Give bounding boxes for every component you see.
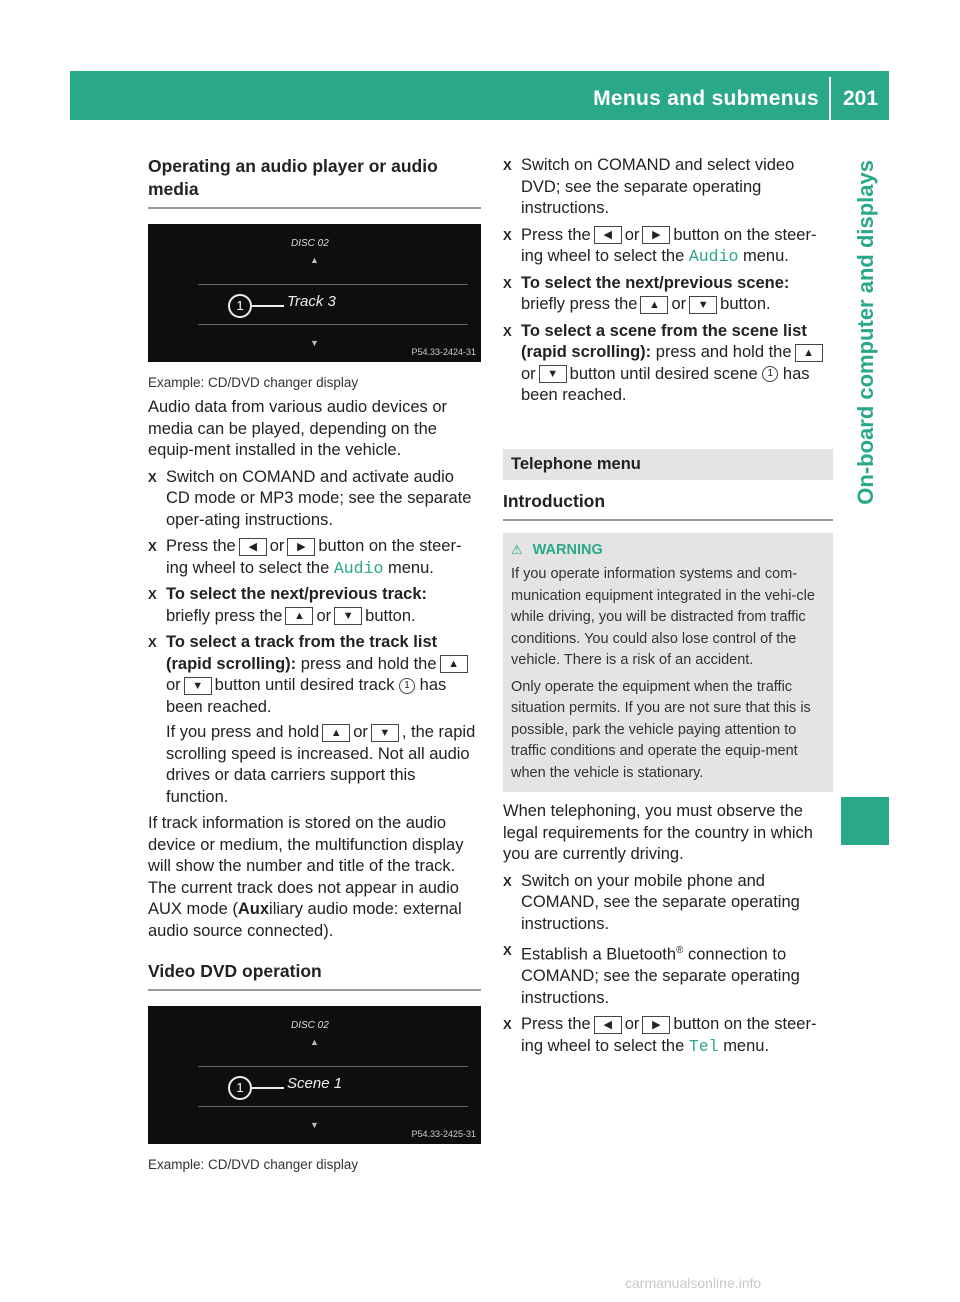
disc-label: DISC 02 (291, 238, 329, 249)
list-item: X Switch on COMAND and select video DVD; see the separate operating instructions. (503, 155, 833, 220)
up-key-icon: ▲ (640, 296, 668, 314)
list-item: X Establish a Bluetooth® connection to COMAND; see the separate operating instructions. (503, 940, 833, 1009)
disc-label: DISC 02 (291, 1020, 329, 1031)
scene-label: Scene 1 (287, 1075, 343, 1092)
menu-name: Tel (688, 1036, 719, 1056)
header-divider (829, 77, 831, 120)
list-item: X To select the next/previous track: briefly press the ▲ or ▼ button. (148, 584, 481, 627)
heading-rule (148, 989, 481, 991)
section-heading-audio: Operating an audio player or audio media (148, 156, 438, 199)
display-image-scene (148, 1006, 481, 1144)
right-key-icon: ▶ (287, 538, 315, 556)
warning-box (503, 533, 833, 793)
warning-text: If you operate information systems and com-munication equipment integrated in the vehi-cle while driving, you will be distracted from traffic conditions. You could also lose control of the vehicle. There is a risk of an accident. (511, 566, 815, 668)
subsection-heading-introduction: Introduction (503, 490, 606, 511)
up-arrow-icon: ▲ (310, 255, 319, 265)
down-key-icon: ▼ (689, 296, 717, 314)
intro-paragraph: Audio data from various audio devices or media can be played, depending on the equip-ment installed in the vehicle. (148, 398, 447, 459)
right-key-icon: ▶ (642, 226, 670, 244)
list-item: X Press the ◀ or ▶ button on the steer-ing wheel to select the Audio menu. (148, 536, 481, 579)
up-key-icon: ▲ (795, 344, 823, 362)
page-header (70, 71, 889, 120)
heading-rule (503, 519, 833, 521)
callout-marker-icon: 1 (762, 366, 778, 382)
down-key-icon: ▼ (371, 724, 399, 742)
page-number: 201 (843, 87, 879, 110)
image-caption: Example: CD/DVD changer display (148, 375, 359, 390)
image-code: P54.33-2424-31 (411, 347, 476, 357)
sidebar-marker (841, 797, 889, 845)
list-item: X Switch on your mobile phone and COMAND, see the separate operating instructions. (503, 871, 833, 936)
list-item: X Press the ◀ or ▶ button on the steer-ing wheel to select the Audio menu. (503, 225, 833, 268)
left-key-icon: ◀ (594, 226, 622, 244)
telephone-paragraph: When telephoning, you must observe the legal requirements for the country in which you are currently driving. (503, 802, 813, 863)
list-item: X To select the next/previous scene: briefly press the ▲ or ▼ button. (503, 273, 833, 316)
up-key-icon: ▲ (322, 724, 350, 742)
list-item: X Switch on COMAND and activate audio CD mode or MP3 mode; see the separate oper-ating instructions. (148, 467, 481, 532)
section-heading-video: Video DVD operation (148, 961, 322, 981)
callout-marker: 1 (228, 1076, 252, 1100)
section-heading-telephone: Telephone menu (503, 449, 833, 480)
display-image-track (148, 224, 481, 362)
header-title: Menus and submenus (593, 87, 819, 110)
track-label: Track 3 (287, 293, 336, 310)
menu-name: Audio (333, 558, 384, 578)
image-code: P54.33-2425-31 (411, 1129, 476, 1139)
track-info-paragraph: If track information is stored on the audio device or medium, the multifunction display will show the number and title of the track. The current track does not appear in audio AUX mode (Auxiliary audio mode: external audio source connected). (148, 814, 464, 940)
menu-name: Audio (688, 247, 739, 266)
image-caption: Example: CD/DVD changer display (148, 1157, 359, 1172)
warning-icon: ⚠ (511, 541, 523, 557)
list-item: X To select a track from the track list (rapid scrolling): press and hold the ▲ or ▼ button until desired track 1 has been reached. If you press and hold ▲ or ▼ , the rapid scrolling speed is increased. Not all audio drives or data carriers support this function. (148, 632, 481, 808)
left-key-icon: ◀ (594, 1016, 622, 1034)
right-column (503, 155, 833, 1057)
watermark: carmanualsonline.info (625, 1275, 762, 1291)
left-column (148, 155, 481, 1175)
callout-marker-icon: 1 (399, 678, 415, 694)
down-key-icon: ▼ (539, 365, 567, 383)
list-item: X To select a scene from the scene list (rapid scrolling): press and hold the ▲ or ▼ button until desired scene 1 has been reached. (503, 321, 833, 407)
sidebar-tab (845, 160, 885, 660)
down-key-icon: ▼ (334, 607, 362, 625)
down-key-icon: ▼ (184, 677, 212, 695)
down-arrow-icon: ▼ (310, 338, 319, 348)
up-key-icon: ▲ (285, 607, 313, 625)
right-key-icon: ▶ (642, 1016, 670, 1034)
up-arrow-icon: ▲ (310, 1037, 319, 1047)
heading-rule (148, 207, 481, 209)
sidebar-title: On-board computer and displays (853, 160, 878, 505)
list-item: X Press the ◀ or ▶ button on the steer-ing wheel to select the Tel menu. (503, 1014, 833, 1057)
warning-text: Only operate the equipment when the traffic situation permits. If you are not sure that this is possible, park the vehicle paying attention to traffic conditions and operate the equip-ment when the vehicle is stationary. (511, 678, 811, 781)
left-key-icon: ◀ (239, 538, 267, 556)
up-key-icon: ▲ (440, 655, 468, 673)
callout-marker: 1 (228, 294, 252, 318)
warning-title: WARNING (532, 541, 603, 558)
down-arrow-icon: ▼ (310, 1120, 319, 1130)
